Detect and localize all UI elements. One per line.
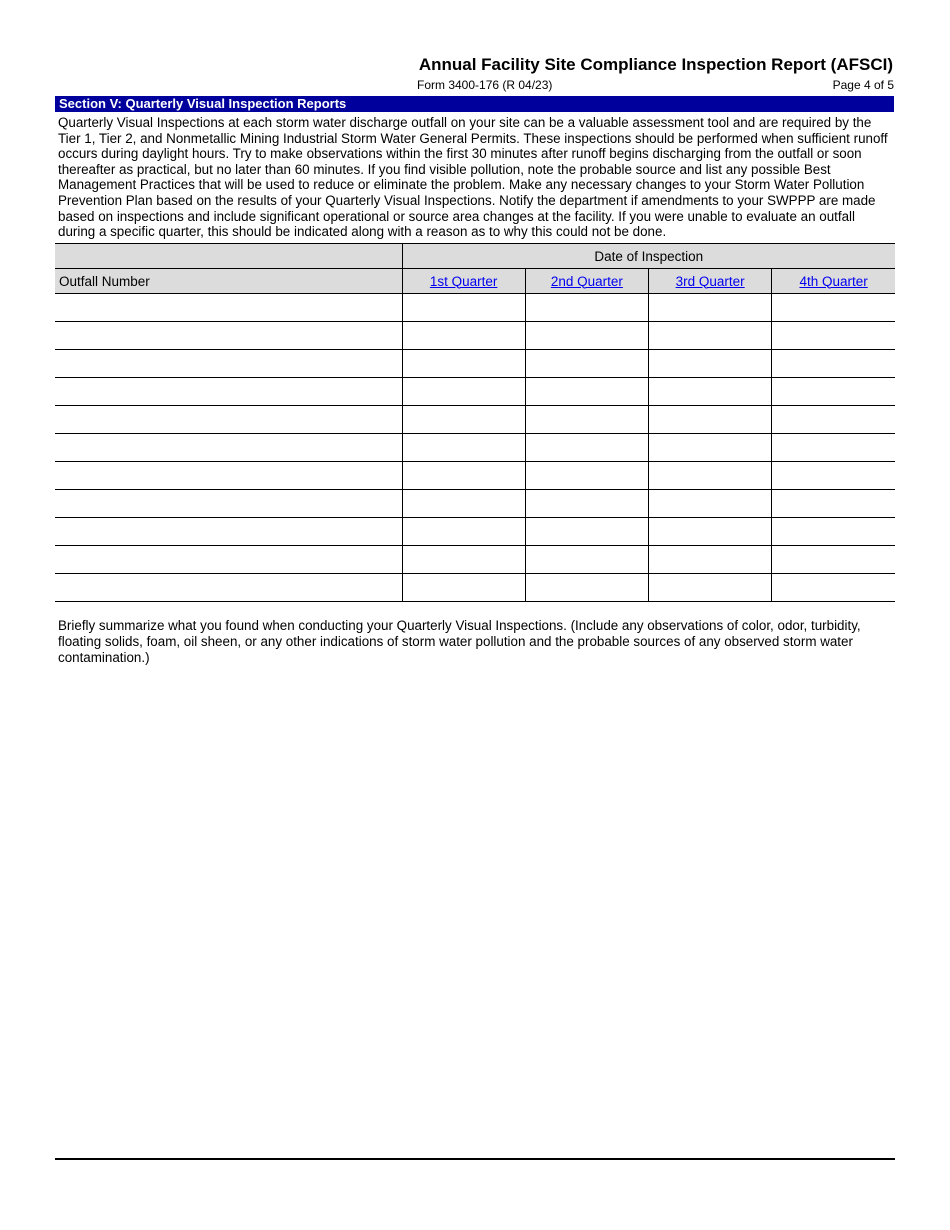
quarter-1-date-cell [402, 434, 525, 462]
quarter-4-date-cell [772, 378, 895, 406]
quarter-2-date-cell [525, 378, 648, 406]
quarter-2-date-input[interactable] [526, 406, 648, 433]
form-info-line [417, 78, 894, 92]
page-number: Page 4 of 5 [832, 78, 894, 92]
quarter-2-link[interactable]: 2nd Quarter [550, 273, 623, 289]
quarter-3-date-input[interactable] [649, 462, 771, 489]
quarter-3-date-cell [649, 462, 772, 490]
table-row [55, 294, 895, 322]
outfall-number-input[interactable] [55, 322, 402, 349]
quarter-1-date-input[interactable] [403, 546, 525, 573]
quarter-1-header [402, 269, 525, 294]
quarter-4-date-cell [772, 294, 895, 322]
quarter-2-date-input[interactable] [526, 546, 648, 573]
quarter-4-date-input[interactable] [772, 378, 895, 405]
outfall-number-input[interactable] [55, 518, 402, 545]
table-row [55, 518, 895, 546]
outfall-number-input[interactable] [55, 574, 402, 601]
outfall-number-cell [55, 322, 402, 350]
form-number: Form 3400-176 (R 04/23) [417, 78, 553, 92]
quarter-3-date-input[interactable] [649, 322, 771, 349]
quarter-4-date-input[interactable] [772, 546, 895, 573]
quarter-1-date-cell [402, 518, 525, 546]
quarter-2-date-cell [525, 574, 648, 602]
outfall-number-input[interactable] [55, 378, 402, 405]
quarter-4-date-cell [772, 546, 895, 574]
outfall-number-cell [55, 434, 402, 462]
quarter-4-date-cell [772, 462, 895, 490]
outfall-number-cell [55, 546, 402, 574]
quarter-4-date-cell [772, 406, 895, 434]
quarter-3-date-cell [649, 378, 772, 406]
quarter-4-header [772, 269, 895, 294]
outfall-number-header: Outfall Number [55, 269, 402, 294]
quarter-1-date-cell [402, 406, 525, 434]
quarter-1-date-input[interactable] [403, 406, 525, 433]
quarter-4-date-input[interactable] [772, 350, 895, 377]
quarter-4-date-cell [772, 574, 895, 602]
quarter-3-link[interactable]: 3rd Quarter [675, 273, 745, 289]
quarter-3-date-cell [649, 294, 772, 322]
quarter-3-date-input[interactable] [649, 350, 771, 377]
quarter-1-date-input[interactable] [403, 462, 525, 489]
table-group-header-row [55, 244, 895, 269]
outfall-header-spacer [55, 244, 402, 269]
quarter-2-date-cell [525, 434, 648, 462]
quarter-4-date-cell [772, 490, 895, 518]
quarter-1-date-input[interactable] [403, 294, 525, 321]
outfall-number-input[interactable] [55, 546, 402, 573]
quarter-1-date-cell [402, 490, 525, 518]
quarter-2-date-cell [525, 350, 648, 378]
outfall-number-input[interactable] [55, 490, 402, 517]
outfall-number-cell [55, 406, 402, 434]
quarter-4-date-input[interactable] [772, 406, 895, 433]
quarter-3-date-input[interactable] [649, 378, 771, 405]
outfall-number-cell [55, 350, 402, 378]
section-instructions: Quarterly Visual Inspections at each storm water discharge outfall on your site can be a valuable assessment tool and are required by the Tier 1, Tier 2, and Nonmetallic Mining Industrial Storm Water General Permits. These inspections should be performed when sufficient runoff occurs during daylight hours. Try to make observations within the first 30 minutes after runoff begins discharging from the outfall or soon thereafter as practical, but no later than 60 minutes. If you find visible pollution, note the probable source and list any possible Best Management Practices that will be used to reduce or eliminate the problem. Make any necessary changes to your Storm Water Pollution Prevention Plan based on the results of your Quarterly Visual Inspections. Notify the department if amendments to your SWPPP are made based on inspections and include significant operational or source area changes at the facility. If you were unable to evaluate an outfall during a specific quarter, this should be indicated along with a reason as to why this could not be done. [58, 115, 888, 240]
outfall-number-cell [55, 462, 402, 490]
quarter-4-date-input[interactable] [772, 574, 895, 601]
outfall-number-cell [55, 294, 402, 322]
quarter-4-link[interactable]: 4th Quarter [799, 273, 868, 289]
quarter-1-date-input[interactable] [403, 518, 525, 545]
quarter-3-header [649, 269, 772, 294]
quarter-2-header [525, 269, 648, 294]
quarter-1-date-cell [402, 546, 525, 574]
quarter-3-date-cell [649, 434, 772, 462]
quarter-2-date-input[interactable] [526, 294, 648, 321]
quarter-1-date-cell [402, 350, 525, 378]
quarter-2-date-cell [525, 406, 648, 434]
outfall-number-cell [55, 518, 402, 546]
section-heading: Section V: Quarterly Visual Inspection Reports [55, 96, 894, 112]
outfall-number-input[interactable] [55, 350, 402, 377]
quarter-1-date-cell [402, 574, 525, 602]
quarter-3-date-cell [649, 546, 772, 574]
quarter-4-date-cell [772, 322, 895, 350]
quarter-1-date-input[interactable] [403, 322, 525, 349]
outfall-number-input[interactable] [55, 406, 402, 433]
table-row [55, 434, 895, 462]
table-row [55, 378, 895, 406]
quarter-2-date-cell [525, 490, 648, 518]
outfall-number-input[interactable] [55, 462, 402, 489]
quarter-4-date-input[interactable] [772, 490, 895, 517]
outfall-number-cell [55, 574, 402, 602]
quarter-1-date-cell [402, 322, 525, 350]
quarter-2-date-cell [525, 322, 648, 350]
quarter-2-date-input[interactable] [526, 350, 648, 377]
quarter-4-date-cell [772, 434, 895, 462]
quarter-3-date-input[interactable] [649, 406, 771, 433]
quarter-1-link[interactable]: 1st Quarter [429, 273, 498, 289]
summary-prompt: Briefly summarize what you found when conducting your Quarterly Visual Inspections. (Include any observations of color, odor, turbidity, floating solids, foam, oil sheen, or any other indications of storm water pollution and the probable sources of any observed storm water contamination.) [58, 618, 861, 665]
outfall-number-input[interactable] [55, 434, 402, 461]
quarter-3-date-cell [649, 490, 772, 518]
quarter-3-date-cell [649, 406, 772, 434]
quarter-2-date-input[interactable] [526, 378, 648, 405]
quarter-2-date-input[interactable] [526, 462, 648, 489]
quarter-4-date-input[interactable] [772, 518, 895, 545]
inspection-rows [55, 294, 895, 602]
quarter-3-date-cell [649, 350, 772, 378]
quarter-1-date-input[interactable] [403, 574, 525, 601]
table-row [55, 322, 895, 350]
quarter-3-date-input[interactable] [649, 490, 771, 517]
quarter-2-date-cell [525, 462, 648, 490]
bottom-divider [55, 1158, 895, 1160]
quarter-4-date-input[interactable] [772, 322, 895, 349]
quarter-2-date-cell [525, 294, 648, 322]
quarter-2-date-input[interactable] [526, 518, 648, 545]
quarter-3-date-input[interactable] [649, 546, 771, 573]
quarter-3-date-cell [649, 518, 772, 546]
date-of-inspection-header: Date of Inspection [402, 244, 895, 269]
quarter-3-date-input[interactable] [649, 294, 771, 321]
quarter-1-date-cell [402, 294, 525, 322]
table-row [55, 546, 895, 574]
quarter-1-date-input[interactable] [403, 490, 525, 517]
table-column-header-row [55, 269, 895, 294]
quarter-4-date-input[interactable] [772, 434, 895, 461]
quarter-1-date-input[interactable] [403, 378, 525, 405]
summary-textarea[interactable] [56, 668, 898, 1152]
quarter-2-date-input[interactable] [526, 574, 648, 601]
quarter-2-date-input[interactable] [526, 322, 648, 349]
quarter-3-date-cell [649, 322, 772, 350]
table-row [55, 350, 895, 378]
quarter-1-date-cell [402, 378, 525, 406]
quarter-3-date-input[interactable] [649, 518, 771, 545]
table-row [55, 406, 895, 434]
quarter-4-date-input[interactable] [772, 462, 895, 489]
quarter-2-date-cell [525, 546, 648, 574]
table-row [55, 574, 895, 602]
quarter-4-date-cell [772, 350, 895, 378]
quarter-3-date-cell [649, 574, 772, 602]
quarter-2-date-input[interactable] [526, 490, 648, 517]
outfall-number-input[interactable] [55, 294, 402, 321]
form-title: Annual Facility Site Compliance Inspection Report (AFSCI) [418, 55, 893, 74]
table-row [55, 490, 895, 518]
quarter-2-date-input[interactable] [526, 434, 648, 461]
table-row [55, 462, 895, 490]
quarter-3-date-input[interactable] [649, 574, 771, 601]
quarter-1-date-input[interactable] [403, 434, 525, 461]
quarter-1-date-input[interactable] [403, 350, 525, 377]
quarter-3-date-input[interactable] [649, 434, 771, 461]
quarter-2-date-cell [525, 518, 648, 546]
outfall-number-cell [55, 490, 402, 518]
quarter-4-date-cell [772, 518, 895, 546]
inspection-table [55, 243, 895, 602]
outfall-number-cell [55, 378, 402, 406]
quarter-1-date-cell [402, 462, 525, 490]
quarter-4-date-input[interactable] [772, 294, 895, 321]
